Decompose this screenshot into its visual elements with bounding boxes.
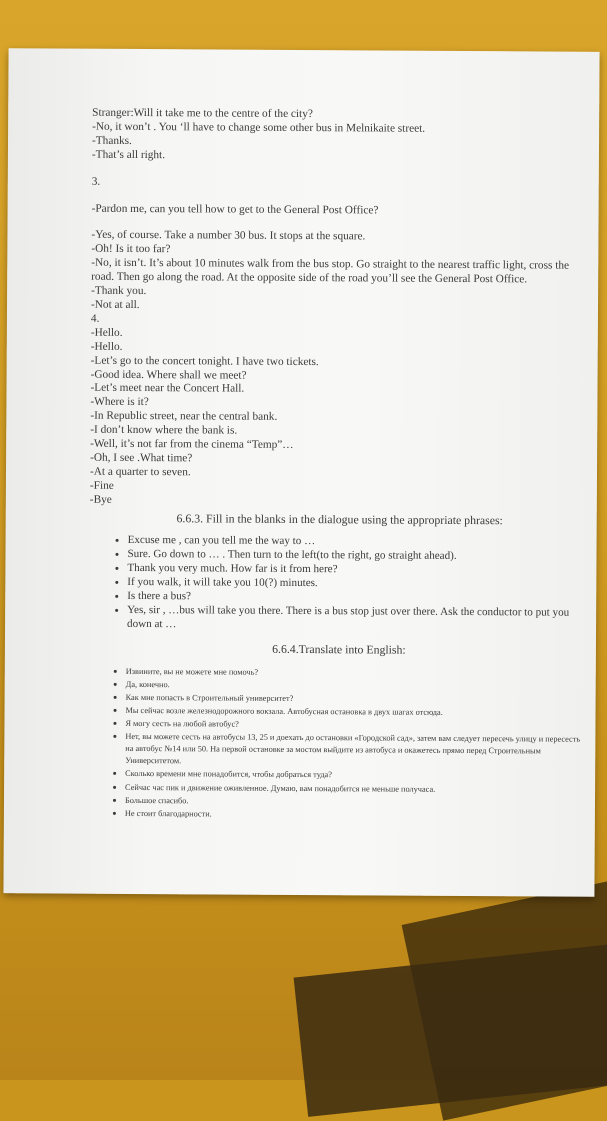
dialogue-line: -Thanks.: [91, 134, 132, 147]
list-item: • Excuse me , can you tell me the way to …: [128, 534, 590, 551]
exercise-664-list: [88, 664, 589, 822]
dialogue-line: -I don’t know where the bank is.: [90, 423, 238, 437]
dialogue-line: -In Republic street, near the central bank.: [90, 409, 278, 424]
dialogue-line: -Thank you.: [91, 284, 147, 298]
list-item: • Извините, вы не можете мне помочь?: [126, 665, 589, 681]
list-item: • Я могу сесть на любой автобус?: [125, 717, 588, 733]
dialogue-line: Stranger:Will it take me to the centre of the city?: [92, 106, 313, 121]
dialogue-line: -Hello.: [90, 326, 123, 339]
exercise-664-heading: 6.6.4.Translate into English:: [272, 641, 406, 657]
dialogue-line: -Yes, of course. Take a number 30 bus. It stops at the square.: [91, 229, 366, 243]
list-item: • Большое спасибо.: [125, 794, 588, 810]
dialogue-line: -Pardon me, can you tell how to get to the General Post Office?: [91, 202, 379, 216]
list-item: • Сколько времени мне понадобится, чтобы добраться туда?: [125, 767, 588, 783]
section-number: 3.: [91, 175, 101, 188]
dialogue-line: -Oh! Is it too far?: [91, 243, 171, 256]
list-item: • Как мне попасть в Строительный университет?: [126, 691, 589, 707]
dialogue-line: -Fine: [89, 479, 114, 492]
list-item: • Sure. Go down to … . Then turn to the left(to the right, go straight ahead).: [127, 548, 589, 565]
exercise-663-heading: 6.6.3. Fill in the blanks in the dialogue using the appropriate phrases:: [176, 510, 503, 527]
dialogue-line: -Good idea. Where shall we meet?: [90, 368, 247, 382]
dialogue-line: -At a quarter to seven.: [89, 465, 191, 479]
section-number: 4.: [90, 312, 100, 325]
exercise-663-list: [89, 534, 590, 634]
list-item: • Is there a bus?: [127, 590, 589, 607]
list-item: • Да, конечно.: [126, 678, 589, 694]
list-item: • If you walk, it will take you 10(?) minutes.: [127, 576, 589, 593]
dialogue-line: -Let’s meet near the Concert Hall.: [90, 382, 245, 396]
list-item: • Yes, sir , …bus will take you there. There is a bus stop just over there. Ask the conductor to put you down at …: [127, 604, 589, 635]
list-item: • Нет, вы можете сесть на автобусы 13, 25 и доехать до остановки «Городской сад», затем вам следует пересечь улицу и пересесть на автобус №14 или 50. На первой остановке за мостом выйдите из автобуса и окажетесь прямо перед Строительным Университетом.: [125, 730, 588, 770]
paper-sheet: [3, 48, 599, 897]
dialogue-line: -No, it won’t . You ‘ll have to change some other bus in Melnikaite street.: [92, 120, 426, 135]
dialogue-line: -Not at all.: [90, 298, 140, 311]
list-item: • Мы сейчас возле железнодорожного вокзала. Автобусная остановка в двух шагах отсюда.: [126, 704, 589, 720]
list-item: • Thank you very much. How far is it from here?: [127, 562, 589, 579]
dialogue-line: -That’s all right.: [91, 148, 166, 161]
dialogue-line: -Hello.: [90, 340, 123, 353]
dialogue-line: -Where is it?: [90, 396, 149, 409]
dialogue-line: -No, it isn’t. It’s about 10 minutes walk from the bus stop. Go straight to the nearest traffic light, cross the road. Then go along the road. At the opposite side of the road you’ll see the General Post Office.: [91, 256, 570, 286]
sheet-content: [88, 107, 592, 823]
dialogue-line: -Bye: [89, 493, 112, 506]
dialogue-line: -Well, it’s not far from the cinema “Temp”…: [90, 437, 294, 451]
dialogue-line: -Let’s go to the concert tonight. I have two tickets.: [90, 354, 319, 368]
list-item: • Не стоит благодарности.: [125, 807, 588, 823]
list-item: • Сейчас час пик и движение оживленное. Думаю, вам понадобится не меньше получаса.: [125, 780, 588, 796]
dialogue-line: -Oh, I see .What time?: [90, 451, 193, 465]
